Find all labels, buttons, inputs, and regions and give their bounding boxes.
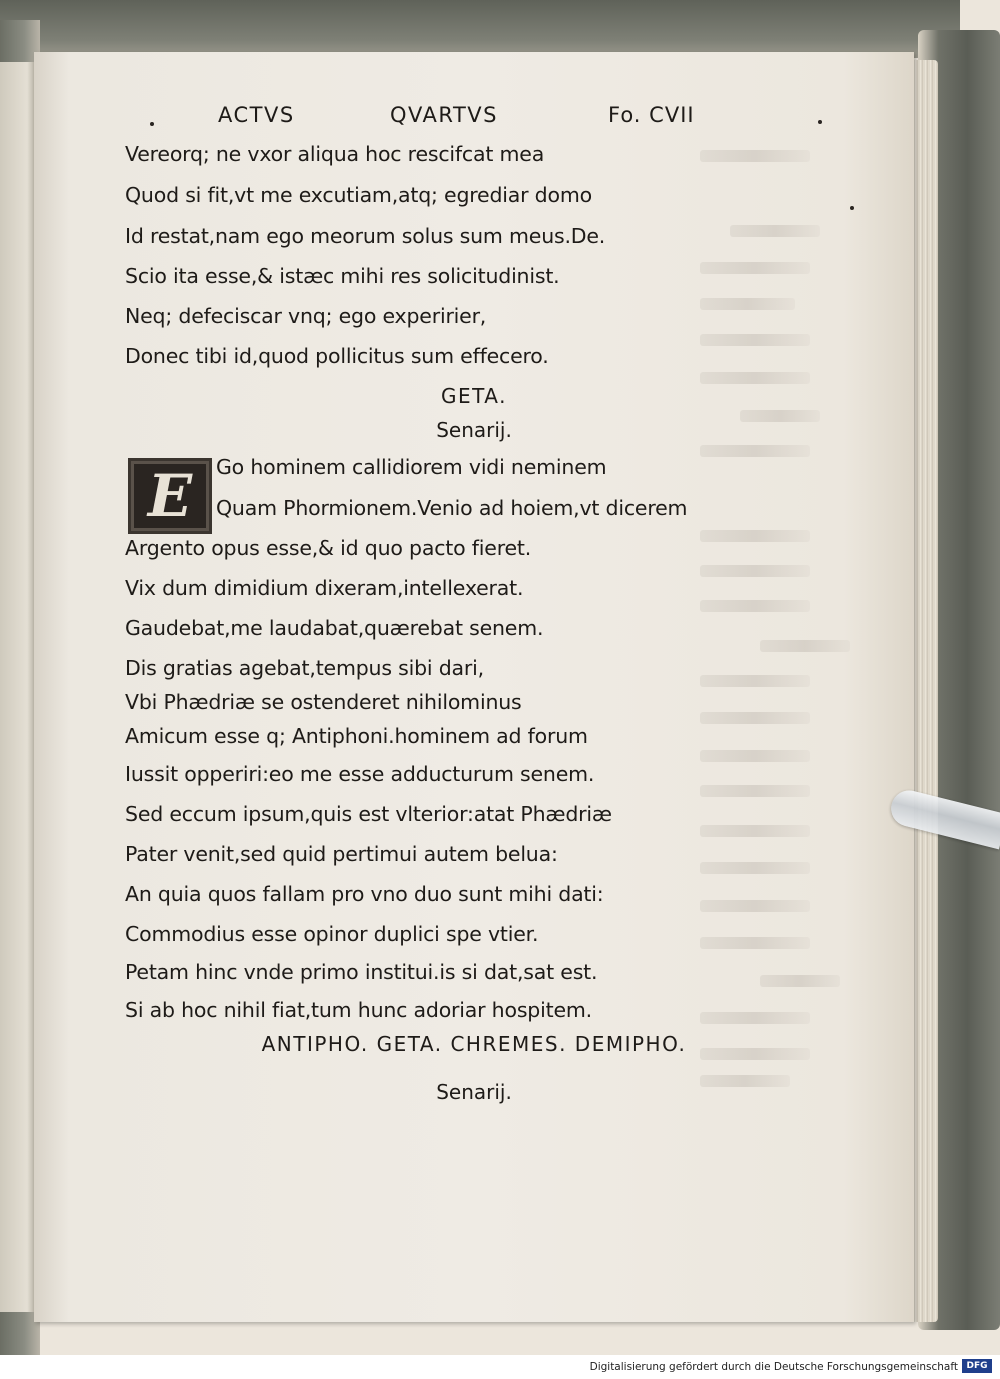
bleed-through: [700, 262, 810, 274]
book-cover-top: [0, 0, 960, 58]
meter-heading: Senarij.: [436, 418, 512, 442]
verse-line: Vix dum dimidium dixeram,intellexerat.: [125, 576, 524, 600]
bleed-through: [700, 372, 810, 384]
bleed-through: [700, 1012, 810, 1024]
bleed-through: [700, 445, 810, 457]
bleed-through: [700, 937, 810, 949]
folio-number: Fo. CVII: [608, 103, 695, 127]
verse-line: Amicum esse q; Antiphoni.hominem ad forum: [125, 724, 588, 748]
bleed-through: [700, 150, 810, 162]
facing-page-edge: [0, 62, 34, 1312]
verse-line: Quam Phormionem.Venio ad hoiem,vt dicerem: [216, 496, 688, 520]
verse-line: Commodius esse opinor duplici spe vtier.: [125, 922, 539, 946]
verse-line: An quia quos fallam pro vno duo sunt mihi dati:: [125, 882, 604, 906]
running-head-left: ACTVS: [218, 103, 295, 127]
verse-line: Donec tibi id,quod pollicitus sum effecero.: [125, 344, 549, 368]
bleed-through: [700, 600, 810, 612]
bleed-through: [700, 675, 810, 687]
verse-line: Petam hinc vnde primo institui.is si dat,sat est.: [125, 960, 598, 984]
ink-dot: [150, 122, 154, 126]
bleed-through: [760, 975, 840, 987]
verse-line: Si ab hoc nihil fiat,tum hunc adoriar hospitem.: [125, 998, 592, 1022]
verse-line: Dis gratias agebat,tempus sibi dari,: [125, 656, 484, 680]
ink-dot: [818, 120, 822, 124]
bleed-through: [700, 862, 810, 874]
verse-line: Neq; defeciscar vnq; ego experirier,: [125, 304, 487, 328]
bleed-through: [700, 785, 810, 797]
bleed-through: [760, 640, 850, 652]
decorated-initial: E: [128, 458, 212, 534]
verse-line: Id restat,nam ego meorum solus sum meus.De.: [125, 224, 606, 248]
bleed-through: [700, 712, 810, 724]
meter-heading: Senarij.: [436, 1080, 512, 1104]
running-head-center: QVARTVS: [390, 103, 499, 127]
verse-line: Vbi Phædriæ se ostenderet nihilominus: [125, 690, 522, 714]
verse-line: Vereorq; ne vxor aliqua hoc rescifcat mea: [125, 142, 545, 166]
bleed-through: [700, 298, 795, 310]
verse-line: Go hominem callidiorem vidi neminem: [216, 455, 607, 479]
verse-line: Quod si fit,vt me excutiam,atq; egrediar domo: [125, 183, 592, 207]
bleed-through: [700, 334, 810, 346]
bleed-through: [700, 530, 810, 542]
verse-line: Sed eccum ipsum,quis est vlterior:atat Phædriæ: [125, 802, 612, 826]
verse-line: Scio ita esse,& istæc mihi res solicitudinist.: [125, 264, 560, 288]
bleed-through: [700, 900, 810, 912]
bleed-through: [730, 225, 820, 237]
ink-dot: [850, 206, 854, 210]
bleed-through: [700, 825, 810, 837]
dfg-logo-icon: DFG: [962, 1359, 992, 1373]
verse-line: Argento opus esse,& id quo pacto fieret.: [125, 536, 532, 560]
verse-line: Gaudebat,me laudabat,quærebat senem.: [125, 616, 544, 640]
verse-line: Iussit opperiri:eo me esse adducturum senem.: [125, 762, 595, 786]
verse-line: Pater venit,sed quid pertimui autem belua:: [125, 842, 558, 866]
speakers-heading: ANTIPHO. GETA. CHREMES. DEMIPHO.: [261, 1032, 687, 1056]
footer-credit: Digitalisierung gefördert durch die Deutsche Forschungsgemeinschaft: [589, 1361, 958, 1373]
speaker-heading: GETA.: [441, 384, 507, 408]
bleed-through: [700, 565, 810, 577]
bleed-through: [700, 750, 810, 762]
